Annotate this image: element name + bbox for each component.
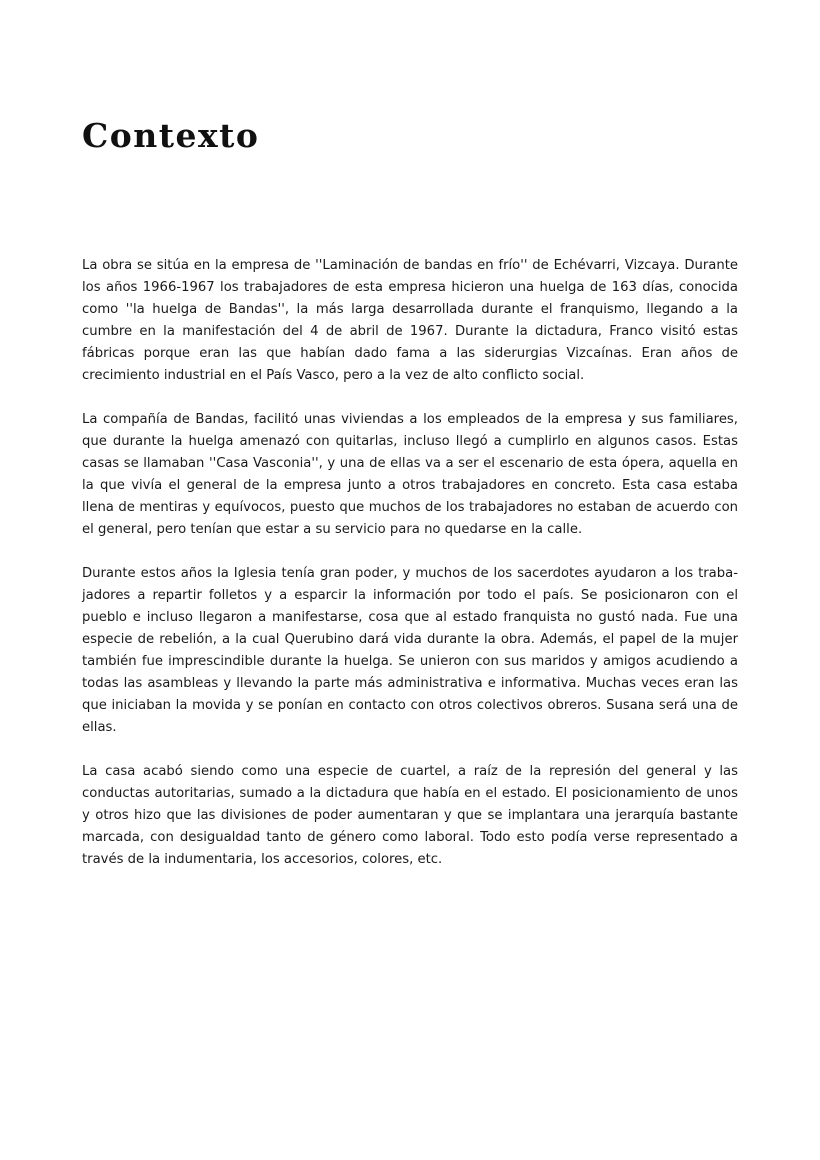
paragraph: La casa acabó siendo como una especie de cuartel, a raíz de la represión del general y las conductas autoritarias, sumado a la dictadura que había en el estado. El posicionamiento de unos y otros hizo que las divisiones de poder aumentaran y que se implantara una jerarquía bastante marcada, con desigualdad tanto de género como laboral. Todo esto podía verse representado a través de la indumentaria, los accesorios, colores, etc. (82, 764, 738, 867)
page-title: Contexto (82, 116, 260, 155)
paragraph: Durante estos años la Iglesia tenía gran poder, y muchos de los sacerdotes ayudaron a los trabajadores a repartir folletos y a esparcir la información por todo el país. Se posicionaron con el pueblo e incluso llegaron a manifestarse, cosa que al estado franquista no gustó nada. Fue una especie de rebelión, a la cual Querubino dará vida durante la obra. Además, el papel de la mujer también fue imprescindible durante la huelga. Se unieron con sus maridos y amigos acudiendo a todas las asambleas y llevando la parte más administrativa e informativa. Muchas veces eran las que iniciaban la movida y se ponían en contacto con otros colectivos obreros. Susana será una de ellas. (82, 566, 738, 735)
body-text (82, 255, 738, 893)
paragraph: La compañía de Bandas, facilitó unas viviendas a los empleados de la empresa y sus familiares, que durante la huelga amenazó con quitarlas, incluso llegó a cumplirlo en algunos casos. Estas casas se llamaban ''Casa Vasconia'', y una de ellas va a ser el escenario de esta ópera, aquella en la que vivía el general de la empresa junto a otros trabajadores en concreto. Esta casa estaba llena de mentiras y equívocos, puesto que muchos de los trabajadores no estaban de acuerdo con el general, pero tenían que estar a su servicio para no quedarse en la calle. (82, 412, 738, 537)
paragraph: La obra se sitúa en la empresa de ''Laminación de bandas en frío'' de Echévarri, Vizcaya. Durante los años 1966-1967 los trabajadores de esta empresa hicieron una huelga de 163 días, conocida como ''la huelga de Bandas'', la más larga desarrollada durante el franquismo, llegando a la cumbre en la manifestación del 4 de abril de 1967. Durante la dictadura, Franco visitó estas fábricas porque eran las que habían dado fama a las siderurgias Vizcaínas. Eran años de crecimiento industrial en el País Vasco, pero a la vez de alto conflicto social. (82, 258, 738, 383)
